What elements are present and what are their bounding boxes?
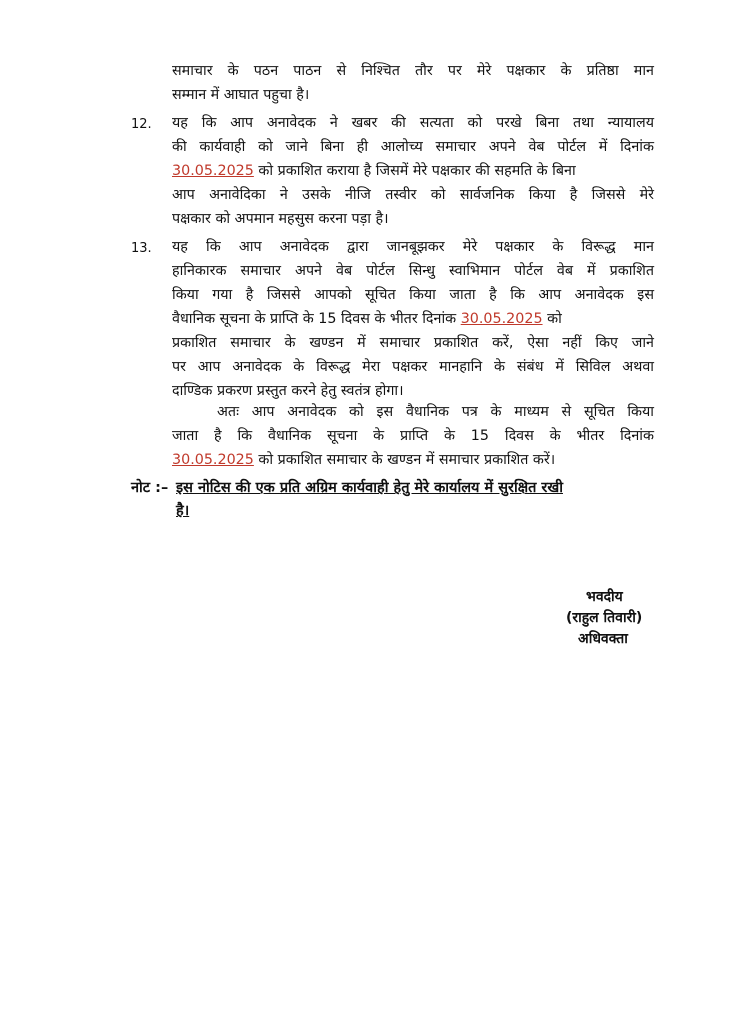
signature-title: अधिवक्ता [578,631,628,647]
date-highlight: 30.05.2025 [172,163,254,179]
note-line-2: है। [176,503,190,519]
conclusion-line-2: जाता है कि वैधानिक सूचना के प्राप्ति के 15 दिवस के भीतर दिनांक [172,428,654,444]
note-label: नोट :– [131,480,169,496]
date-highlight: 30.05.2025 [460,311,543,327]
para-13-line-2: हानिकारक समाचार अपने वेब पोर्टल सिन्धु स्वाभिमान पोर्टल वेब में प्रकाशित [172,263,654,279]
para-13-line-4-end: को [542,311,562,327]
para-13-line-1: यह कि आप अनावेदक द्वारा जानबूझकर मेरे पक्षकार के विरूद्ध मान [172,239,654,255]
conclusion-line-1: अतः आप अनावेदक को इस वैधानिक पत्र के माध्यम से सूचित किया [217,404,654,420]
intro-line-1: समाचार के पठन पाठन से निश्चित तौर पर मेरे पक्षकार के प्रतिष्ठा मान [172,63,654,79]
date-highlight: 30.05.2025 [172,452,254,468]
para-13-line-6: पर आप अनावेदक के विरूद्ध मेरा पक्षकर मानहानि के संबंध में सिविल अथवा [172,359,654,375]
para-13-line-4-text: वैधानिक सूचना के प्राप्ति के 15 दिवस के भीतर दिनांक [172,311,461,327]
signature-name: (राहुल तिवारी) [566,610,643,626]
signature-closing: भवदीय [586,589,623,605]
para-12-line-3-text: को प्रकाशित कराया है जिसमें मेरे पक्षकार की सहमति के बिना [253,163,576,179]
conclusion-line-3 [172,451,555,469]
para-13-line-7: दाण्डिक प्रकरण प्रस्तुत करने हेतु स्वतंत्र होगा। [172,383,404,399]
para-13-number: 13. [131,241,152,256]
para-13-line-3: किया गया है जिससे आपको सूचित किया जाता है कि आप अनावेदक इस [172,287,654,303]
note-line-1: इस नोटिस की एक प्रति अग्रिम कार्यवाही हेतु मेरे कार्यालय में सुरक्षित रखी [176,480,563,496]
para-13-line-5: प्रकाशित समाचार के खण्डन में समाचार प्रकाशित करें, ऐसा नहीं किए जाने [172,335,654,351]
para-13-line-4 [172,310,562,328]
para-12-line-1: यह कि आप अनावेदक ने खबर की सत्यता को परखे बिना तथा न्यायालय [172,115,654,131]
para-12-line-3 [172,162,576,180]
para-12-line-5: पक्षकार को अपमान महसुस करना पड़ा है। [172,211,389,227]
para-12-line-4: आप अनावेदिका ने उसके नीजि तस्वीर को सार्वजनिक किया है जिससे मेरे [172,187,655,203]
conclusion-line-3-text: को प्रकाशित समाचार के खण्डन में समाचार प्रकाशित करें। [253,452,556,468]
intro-line-2: सम्मान में आघात पहुचा है। [172,87,310,103]
para-12-number: 12. [131,117,152,132]
para-12-line-2: की कार्यवाही को जाने बिना ही आलोच्य समाचार अपने वेब पोर्टल में दिनांक [172,139,654,155]
